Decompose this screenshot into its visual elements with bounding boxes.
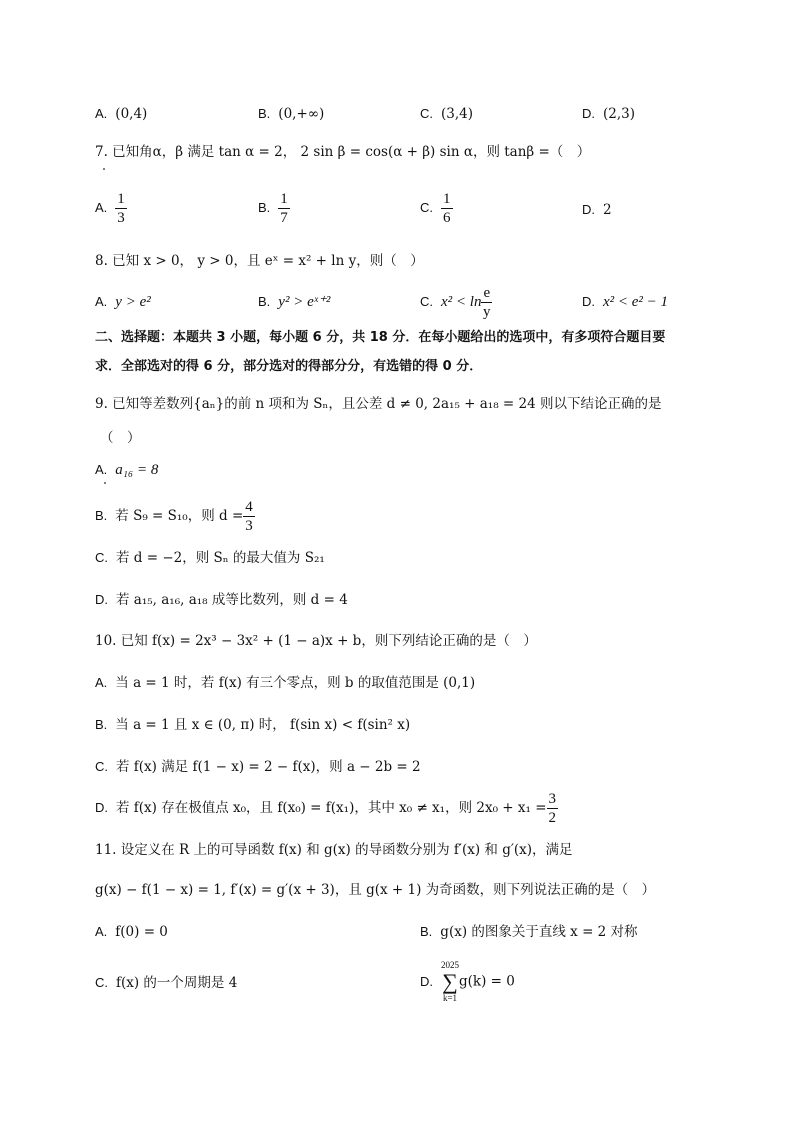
q10-option-a (95, 673, 475, 693)
q10-option-c (95, 757, 421, 777)
numerator: 3 (548, 791, 557, 807)
option-label: C. (95, 759, 108, 774)
option-label: D. (582, 294, 595, 309)
option-text: 若 S₉ = S₁₀，则 d = (115, 508, 244, 524)
q10-option-d (95, 790, 558, 827)
q11-stem-line-1: 11. 设定义在 R 上的可导函数 f(x) 和 g(x) 的导函数分别为 f′(x) 和 g′(x)，满足 (95, 842, 573, 858)
option-label: D. (582, 202, 595, 217)
option-text: (2,3) (603, 106, 636, 122)
q11-option-d (420, 960, 515, 1004)
sigma-symbol: ∑ (442, 969, 458, 994)
denominator: y (483, 304, 491, 320)
option-label: D. (420, 973, 433, 989)
option-text: g(k) = 0 (459, 973, 515, 990)
numerator: 1 (443, 191, 451, 207)
denominator: 3 (245, 518, 253, 534)
q10-option-b (95, 715, 410, 735)
q6-option-b (258, 104, 324, 124)
option-label: B. (95, 717, 108, 732)
denominator: 2 (548, 810, 557, 826)
option-text: y > e² (115, 294, 151, 310)
option-label: C. (420, 294, 433, 309)
q6-option-c (420, 104, 473, 124)
option-label: A. (95, 106, 108, 121)
fraction (547, 790, 559, 827)
q7-option-b (258, 190, 290, 227)
q8-stem: 8. 已知 x > 0， y > 0，且 eˣ = x² + ln y，则（ ） (95, 253, 424, 269)
q7-option-c (420, 190, 453, 227)
option-text: (0,+∞) (278, 106, 325, 122)
option-text: 若 a₁₅, a₁₆, a₁₈ 成等比数列，则 d = 4 (116, 592, 348, 608)
fraction (441, 190, 453, 227)
denominator: 7 (280, 210, 288, 226)
fraction (243, 498, 255, 535)
decorative-dot (103, 168, 105, 170)
q7-option-a (95, 190, 127, 227)
q7-option-d (582, 200, 612, 220)
q8-option-d (582, 292, 668, 312)
q6-option-d (582, 104, 635, 124)
option-label: A. (95, 924, 108, 939)
q8-option-c (420, 284, 492, 321)
option-label: B. (95, 508, 108, 523)
option-label: A. (95, 200, 108, 215)
q11-stem-line-2: g(x) − f(1 − x) = 1, f′(x) = g′(x + 3)，且 g(x + 1) 为奇函数，则下列说法正确的是（ ） (95, 882, 656, 898)
numerator: 4 (245, 499, 253, 515)
numerator: 1 (117, 191, 125, 207)
q9-option-d (95, 590, 348, 610)
section-heading-line-1: 二、选择题：本题共 3 小题，每小题 6 分，共 18 分．在每小题给出的选项中，有多项符合题目要 (95, 330, 666, 345)
q6-option-a (95, 104, 147, 124)
numerator: 1 (280, 191, 288, 207)
option-label: D. (95, 800, 108, 815)
option-text: 2 (603, 202, 612, 218)
fraction (115, 190, 127, 227)
option-label: C. (420, 106, 433, 121)
option-text: (0,4) (115, 106, 148, 122)
option-text: g(x) 的图象关于直线 x = 2 对称 (440, 924, 638, 940)
option-label: A. (95, 294, 108, 309)
option-label: C. (95, 975, 108, 990)
option-label: B. (258, 200, 271, 215)
q11-option-c (95, 973, 237, 993)
option-label: B. (420, 924, 433, 939)
option-text: a₁₆ = 8 (115, 462, 159, 478)
q10-stem: 10. 已知 f(x) = 2x³ − 3x² + (1 − a)x + b，则下列结论正确的是（ ） (95, 633, 537, 649)
option-label: A. (95, 462, 108, 477)
sum-lower-limit: k=1 (442, 993, 458, 1003)
fraction (278, 190, 290, 227)
sum-upper-limit: 2025 (441, 960, 459, 970)
option-text: 若 f(x) 满足 f(1 − x) = 2 − f(x)，则 a − 2b = 2 (116, 759, 421, 775)
option-text: x² < e² − 1 (603, 294, 669, 310)
option-label: C. (420, 200, 433, 215)
option-text: x² < ln (441, 294, 482, 310)
option-label: D. (95, 592, 108, 607)
summation (441, 960, 459, 1004)
option-text: f(x) 的一个周期是 4 (116, 975, 238, 991)
q8-option-a (95, 292, 151, 312)
option-text: y² > eˣ⁺² (278, 294, 331, 310)
q11-option-b (420, 922, 638, 942)
denominator: 3 (117, 210, 125, 226)
option-text: 若 d = −2，则 Sₙ 的最大值为 S₂₁ (116, 550, 325, 566)
q9-option-a (95, 460, 158, 480)
q8-option-b (258, 292, 330, 312)
denominator: 6 (443, 210, 451, 226)
option-label: D. (582, 106, 595, 121)
option-text: f(0) = 0 (115, 924, 168, 940)
q9-answer-paren: （ ） (100, 430, 141, 446)
section-heading-line-2: 求．全部选对的得 6 分，部分选对的得部分分，有选错的得 0 分． (95, 359, 483, 374)
fraction (481, 284, 492, 321)
option-label: C. (95, 550, 108, 565)
option-text: 当 a = 1 且 x ∈ (0, π) 时， f(sin x) < f(sin² x) (115, 717, 411, 733)
q7-stem: 7. 已知角α，β 满足 tan α = 2， 2 sin β = cos(α + β) sin α，则 tanβ =（ ） (95, 144, 591, 160)
q9-stem: 9. 已知等差数列{aₙ}的前 n 项和为 Sₙ，且公差 d ≠ 0, 2a₁₅ + a₁₈ = 24 则以下结论正确的是 (95, 396, 662, 412)
option-text: (3,4) (441, 106, 474, 122)
q11-option-a (95, 922, 168, 942)
decorative-dot (104, 482, 106, 484)
option-label: B. (258, 106, 271, 121)
q9-option-c (95, 548, 325, 568)
option-label: B. (258, 294, 271, 309)
q9-option-b (95, 498, 255, 535)
option-label: A. (95, 675, 108, 690)
option-text: 若 f(x) 存在极值点 x₀，且 f(x₀) = f(x₁)，其中 x₀ ≠ x₁，则 2x₀ + x₁ = (116, 800, 547, 816)
option-text: 当 a = 1 时，若 f(x) 有三个零点，则 b 的取值范围是 (0,1) (115, 675, 476, 691)
numerator: e (483, 285, 491, 301)
